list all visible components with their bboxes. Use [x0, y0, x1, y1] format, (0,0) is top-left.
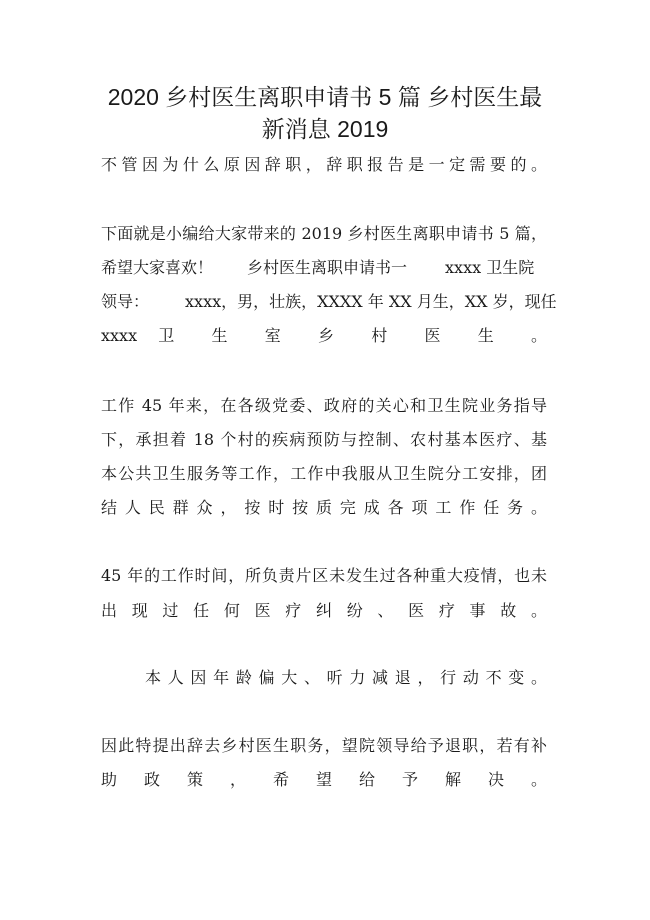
paragraph-line: 本 人 因 年 龄 偏 大 、 听 力 减 退 ， 行 动 不 变 。	[145, 668, 547, 687]
paragraph-line: 助 政 策 ， 希 望 给 予 解 决 。	[101, 770, 547, 789]
paragraph-line: 因此特提出辞去乡村医生职务，望院领导给予退职，若有补	[101, 736, 547, 755]
paragraph-line: xxxx，男，壮族，XXXX 年 XX 月生，XX 岁，现任	[185, 292, 557, 311]
title-line-1: 2020 乡村医生离职申请书 5 篇 乡村医生最	[107, 84, 543, 110]
paragraph-line: 45 年的工作时间，所负责片区未发生过各种重大疫情，也未	[101, 566, 547, 585]
paragraph-line: 下，承担着 18 个村的疾病预防与控制、农村基本医疗、基	[101, 430, 547, 449]
paragraph-line: 不管因为什么原因辞职，辞职报告是一定需要的。	[101, 155, 547, 174]
paragraph-line: 工作 45 年来，在各级党委、政府的关心和卫生院业务指导	[101, 396, 547, 415]
document-title	[60, 81, 590, 145]
title-line-2: 新消息 2019	[261, 116, 389, 142]
paragraph-line-group	[101, 256, 547, 280]
paragraph-line: 本公共卫生服务等工作，工作中我服从卫生院分工安排，团	[101, 464, 547, 483]
paragraph-line-group	[101, 290, 557, 314]
paragraph-line: 出 现 过 任 何 医 疗 纠 纷 、 医 疗 事 故 。	[101, 601, 547, 620]
recipient-line: xxxx 卫生院	[445, 258, 535, 277]
paragraph-line: 结 人 民 群 众 ， 按 时 按 质 完 成 各 项 工 作 任 务 。	[101, 498, 547, 517]
paragraph-line: 下面就是小编给大家带来的 2019 乡村医生离职申请书 5 篇，	[101, 224, 547, 243]
paragraph-line: 希望大家喜欢！	[101, 258, 214, 277]
letter-heading: 乡村医生离职申请书一	[247, 258, 408, 277]
paragraph-line: xxxx 卫 生 室 乡 村 医 生 。	[101, 326, 547, 345]
salutation: 领导：	[101, 292, 150, 311]
